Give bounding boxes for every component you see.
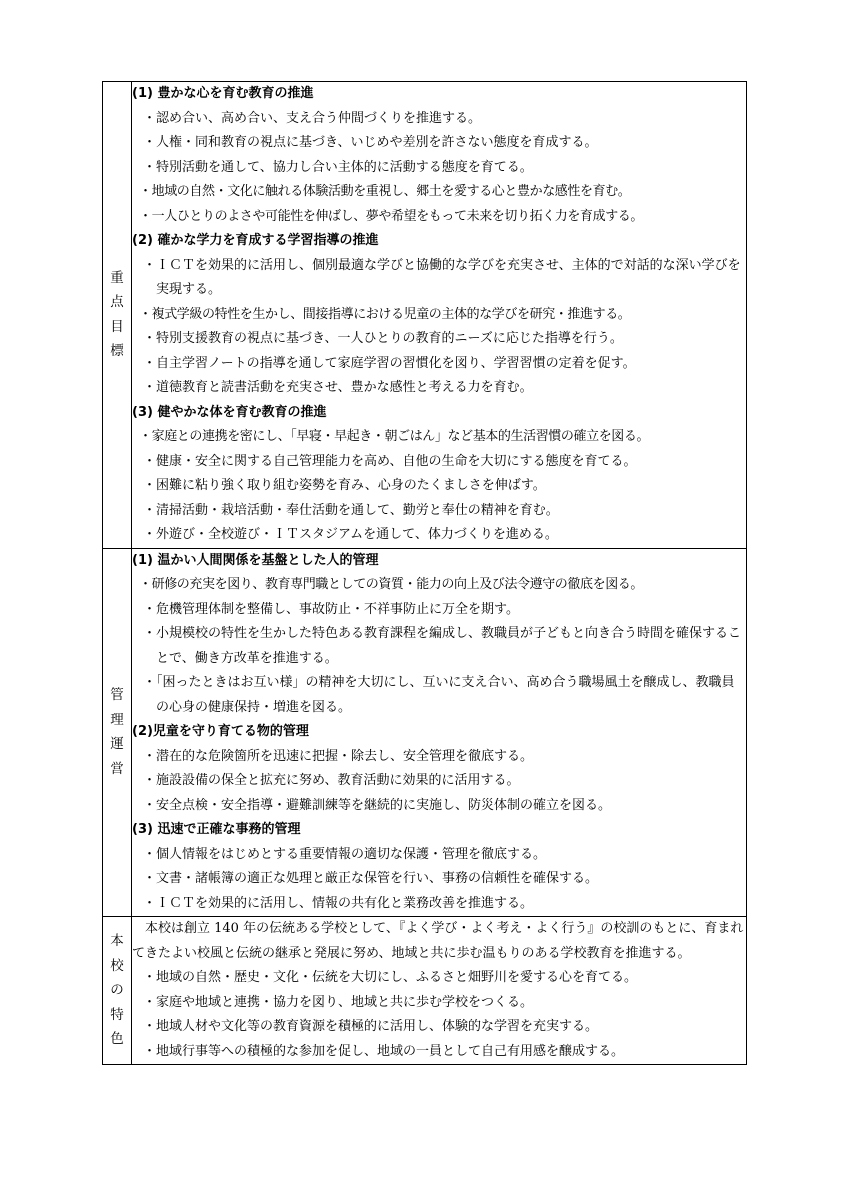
list-item: ・地域の自然・歴史・文化・伝統を大切にし、ふるさと畑野川を愛する心を育てる。 <box>143 970 638 985</box>
list-item: ・人権・同和教育の視点に基づき、いじめや差別を許さない態度を育成する。 <box>143 135 598 150</box>
label-char: 標 <box>110 343 124 360</box>
label-char: 校 <box>110 957 124 974</box>
label-char: 特 <box>110 1006 124 1023</box>
label-char: 重 <box>110 269 124 286</box>
list-item: ・複式学級の特性を生かし、間接指導における児童の主体的な学びを研究・推進する。 <box>139 306 631 322</box>
list-item: ・清掃活動・栽培活動・奉仕活動を通して、勤労と奉仕の精神を育む。 <box>143 502 559 518</box>
intro-paragraph: 本校は創立 140 年の伝統ある学校として、『よく学び・よく考え・よく行う』の校訓のもとに、育まれてきたよい校風と伝統の継承と発展に努め、地域と共に歩む温もりのある学校教育を推進する。 <box>132 921 744 961</box>
label-char: 本 <box>110 933 124 950</box>
list-item: ・特別支援教育の視点に基づき、一人ひとりの教育的ニーズに応じた指導を行う。 <box>143 331 623 346</box>
list-item: ・特別活動を通して、協力し合い主体的に活動する態度を育てる。 <box>143 159 533 175</box>
label-char: 理 <box>110 711 124 728</box>
section-label <box>103 683 131 781</box>
label-char: 営 <box>110 760 124 777</box>
section-row-management <box>103 548 747 917</box>
list-item: ・文書・諸帳簿の適正な処理と厳正な保管を行い、事務の信頼性を確保する。 <box>143 871 599 886</box>
list-item: ・小規模校の特性を生かした特色ある教育課程を編成し、教職員が子どもと向き合う時間を確保することで、働き方改革を推進する。 <box>143 626 742 666</box>
list-item: ・研修の充実を図り、教育専門職としての資質・能力の向上及び法令遵守の徹底を図る。 <box>139 577 644 592</box>
school-plan-table <box>102 81 747 1065</box>
section-content <box>132 82 747 549</box>
list-item: ・個人情報をはじめとする重要情報の適切な保護・管理を徹底する。 <box>143 846 547 862</box>
section-label-cell <box>103 82 132 549</box>
list-item: ・一人ひとりのよさや可能性を伸ばし、夢や希望をもって未来を切り拓く力を育成する。 <box>139 208 644 224</box>
list-item: ・ＩＣＴを効果的に活用し、個別最適な学びと協働的な学びを充実させ、主体的で対話的な深い学びを実現する。 <box>143 257 741 297</box>
list-item: ・健康・安全に関する自己管理能力を高め、自他の生命を大切にする態度を育てる。 <box>143 453 637 469</box>
list-item: ・外遊び・全校遊び・ＩＴスタジアムを通して、体力づくりを進める。 <box>143 527 558 542</box>
label-char: 運 <box>110 736 124 753</box>
section-label-cell <box>103 548 132 917</box>
group-heading: (2) 確かな学力を育成する学習指導の推進 <box>132 233 379 248</box>
list-item: ・自主学習ノートの指導を通して家庭学習の習慣化を図り、学習習慣の定着を促す。 <box>143 355 636 371</box>
label-char: 管 <box>110 687 124 704</box>
section-row-school-features <box>103 917 747 1065</box>
label-char: 点 <box>110 294 124 311</box>
section-label <box>103 266 131 364</box>
list-item: ・地域人材や文化等の教育資源を積極的に活用し、体験的な学習を充実する。 <box>143 1019 599 1034</box>
list-item: ・「困ったときはお互い様」の精神を大切にし、互いに支え合い、高め合う職場風土を醸成し、教職員の心身の健康保持・増進を図る。 <box>143 675 735 715</box>
section-row-focus-goals <box>103 82 747 549</box>
list-item: ・ＩＣＴを効果的に活用し、情報の共有化と業務改善を推進する。 <box>143 895 534 911</box>
list-item: ・危機管理体制を整備し、事故防止・不祥事防止に万全を期す。 <box>143 601 519 617</box>
list-item: ・家庭との連携を密にし、「早寝・早起き・朝ごはん」など基本的生活習慣の確立を図る。 <box>139 429 650 444</box>
list-item: ・道徳教育と読書活動を充実させ、豊かな感性と考える力を育む。 <box>143 380 533 395</box>
group-heading: (3) 迅速で正確な事務的管理 <box>132 822 301 837</box>
list-item: ・地域行事等への積極的な参加を促し、地域の一員として自己有用感を醸成する。 <box>143 1043 625 1059</box>
section-label <box>103 929 131 1052</box>
section-content <box>132 548 747 917</box>
label-char: 色 <box>110 1031 124 1048</box>
label-char: 目 <box>110 318 124 335</box>
group-heading: (3) 健やかな体を育む教育の推進 <box>132 404 327 420</box>
section-content <box>132 917 747 1065</box>
list-item: ・潜在的な危険箇所を迅速に把握・除去し、安全管理を徹底する。 <box>143 748 534 764</box>
list-item: ・施設設備の保全と拡充に努め、教育活動に効果的に活用する。 <box>143 773 520 788</box>
list-item: ・認め合い、高め合い、支え合う仲間づくりを推進する。 <box>143 110 482 126</box>
label-char: の <box>110 982 124 999</box>
group-heading: (1) 温かい人間関係を基盤とした人的管理 <box>132 552 379 568</box>
group-heading: (2)児童を守り育てる物的管理 <box>132 724 309 739</box>
list-item: ・家庭や地域と連携・協力を図り、地域と共に歩む学校をつくる。 <box>143 994 534 1010</box>
group-heading: (1) 豊かな心を育む教育の推進 <box>132 86 314 101</box>
list-item: ・困難に粘り強く取り組む姿勢を育み、心身のたくましさを伸ばす。 <box>143 478 546 493</box>
list-item: ・安全点検・安全指導・避難訓練等を継続的に実施し、防災体制の確立を図る。 <box>143 797 612 813</box>
section-label-cell <box>103 917 132 1065</box>
list-item: ・地域の自然・文化に触れる体験活動を重視し、郷土を愛する心と豊かな感性を育む。 <box>139 184 631 199</box>
